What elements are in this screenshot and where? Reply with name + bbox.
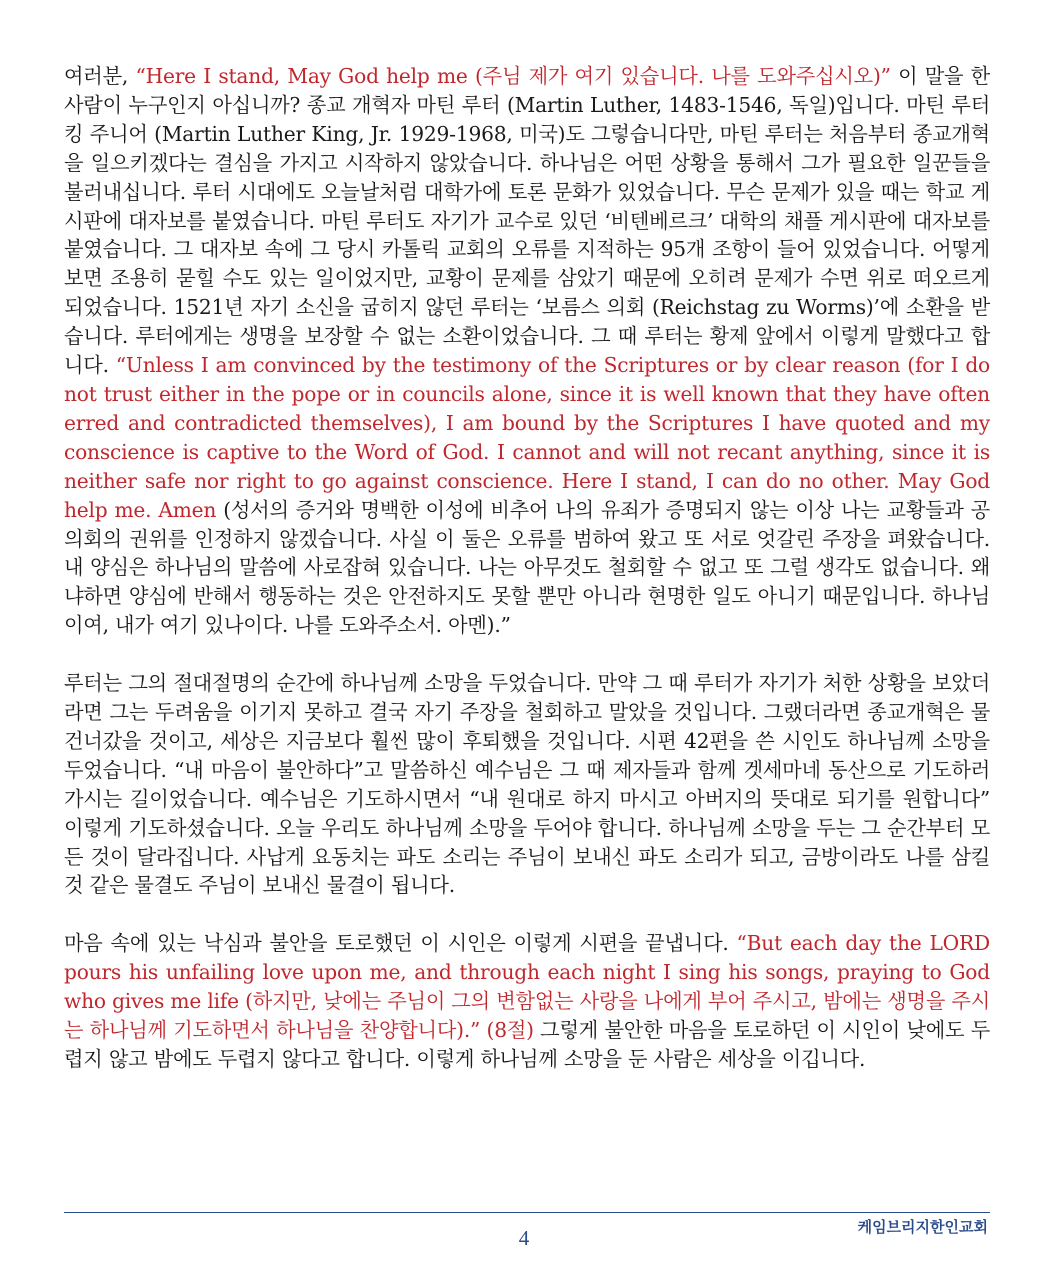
psalm-intro: 마음 속에 있는 낙심과 불안을 토로했던 이 시인은 이렇게 시편을 끝냅니다. <box>64 931 737 956</box>
paragraph-luther <box>64 62 990 640</box>
intro-text: 여러분, <box>64 64 136 88</box>
worms-speech-translation: (성서의 증거와 명백한 이성에 비추어 나의 유죄가 증명되지 않는 이상 나는 교황들과 공의회의 권위를 인정하지 않겠습니다. 사실 이 둘은 오류를 범하여 왔고 또 서로 엇갈린 주장을 펴왔습니다. 내 양심은 하나님의 말씀에 사로잡혀 있습니다. 나는 아무것도 철회할 수 없고 또 그럴 생각도 없습니다. 왜냐하면 양심에 반해서 행동하는 것은 안전하지도 못할 뿐만 아니라 현명한 일도 아니기 때문입니다. 하나님이여, 내가 여기 있나이다. 나를 도와주소서. 아멘).” <box>64 497 990 638</box>
hope-text: 루터는 그의 절대절명의 순간에 하나님께 소망을 두었습니다. 만약 그 때 루터가 자기가 처한 상황을 보았더라면 그는 두려움을 이기지 못하고 결국 자기 주장을 철회하고 말았을 것입니다. 그랬더라면 종교개혁은 물 건너갔을 것이고, 세상은 지금보다 훨씬 많이 후퇴했을 것입니다. 시편 42편을 쓴 시인도 하나님께 소망을 두었습니다. “내 마음이 불안하다”고 말씀하신 예수님은 그 때 제자들과 함께 겟세마네 동산으로 기도하러 가시는 길이었습니다. 예수님은 기도하시면서 “내 원대로 하지 마시고 아버지의 뜻대로 되기를 원합니다” 이렇게 기도하셨습니다. 오늘 우리도 하나님께 소망을 두어야 합니다. 하나님께 소망을 두는 그 순간부터 모든 것이 달라집니다. 사납게 요동치는 파도 소리는 주님이 보내신 파도 소리가 되고, 금방이라도 나를 삼킬 것 같은 물결도 주님이 보내신 물결이 됩니다. <box>64 671 990 898</box>
quote-worms-speech: “Unless I am convinced by the testimony of the Scriptures or by clear reason (for I do not trust either in the pope or in councils alone, since it is well known that they have often erred and contradicted themselves), I am bound by the Scriptures I have quoted and my conscience is captive to the Word of God. I cannot and will not recant anything, since it is neither safe nor right to go against conscience. Here I stand, I can do no other. May God help me. Amen <box>64 353 990 522</box>
church-name: 케임브리지한인교회 <box>857 1218 988 1236</box>
page-number: 4 <box>518 1226 530 1250</box>
quote-psalm-42-8: “But each day the LORD pours his unfailing love upon me, and through each night I sing his songs, praying to God who gives me life (하지만, 낮에는 주님이 그의 변함없는 사랑을 나에게 부어 주시고, 밤에는 생명을 주시는 하나님께 기도하면서 하나님을 찬양합니다).” (8절) <box>64 931 990 1043</box>
paragraph-psalm <box>64 929 990 1074</box>
footer-divider <box>64 1212 990 1213</box>
luther-narrative: 이 말을 한 사람이 누구인지 아십니까? 종교 개혁자 마틴 루터 (Martin Luther, 1483-1546, 독일)입니다. 마틴 루터 킹 주니어 (Martin Luther King, Jr. 1929-1968, 미국)도 그렇습니다만, 마틴 루터는 처음부터 종교개혁을 일으키겠다는 결심을 가지고 시작하지 않았습니다. 하나님은 어떤 상황을 통해서 그가 필요한 일꾼들을 불러내십니다. 루터 시대에도 오늘날처럼 대학가에 토론 문화가 있었습니다. 무슨 문제가 있을 때는 학교 게시판에 대자보를 붙였습니다. 마틴 루터도 자기가 교수로 있던 ‘비텐베르크’ 대학의 채플 게시판에 대자보를 붙였습니다. 그 대자보 속에 그 당시 카톨릭 교회의 오류를 지적하는 95개 조항이 들어 있었습니다. 어떻게 보면 조용히 묻힐 수도 있는 일이었지만, 교황이 문제를 삼았기 때문에 오히려 문제가 수면 위로 떠오르게 되었습니다. 1521년 자기 소신을 굽히지 않던 루터는 ‘보름스 의회 (Reichstag zu Worms)’에 소환을 받습니다. 루터에게는 생명을 보장할 수 없는 소환이었습니다. 그 때 루터는 황제 앞에서 이렇게 말했다고 합니다. <box>64 64 990 378</box>
paragraph-hope <box>64 669 990 900</box>
sermon-body <box>64 62 990 1103</box>
quote-here-i-stand: “Here I stand, May God help me (주님 제가 여기 있습니다. 나를 도와주십시오)” <box>135 64 891 88</box>
psalm-conclusion: 그렇게 불안한 마음을 토로하던 이 시인이 낮에도 두렵지 않고 밤에도 두렵지 않다고 합니다. 이렇게 하나님께 소망을 둔 사람은 세상을 이깁니다. <box>64 1018 991 1071</box>
